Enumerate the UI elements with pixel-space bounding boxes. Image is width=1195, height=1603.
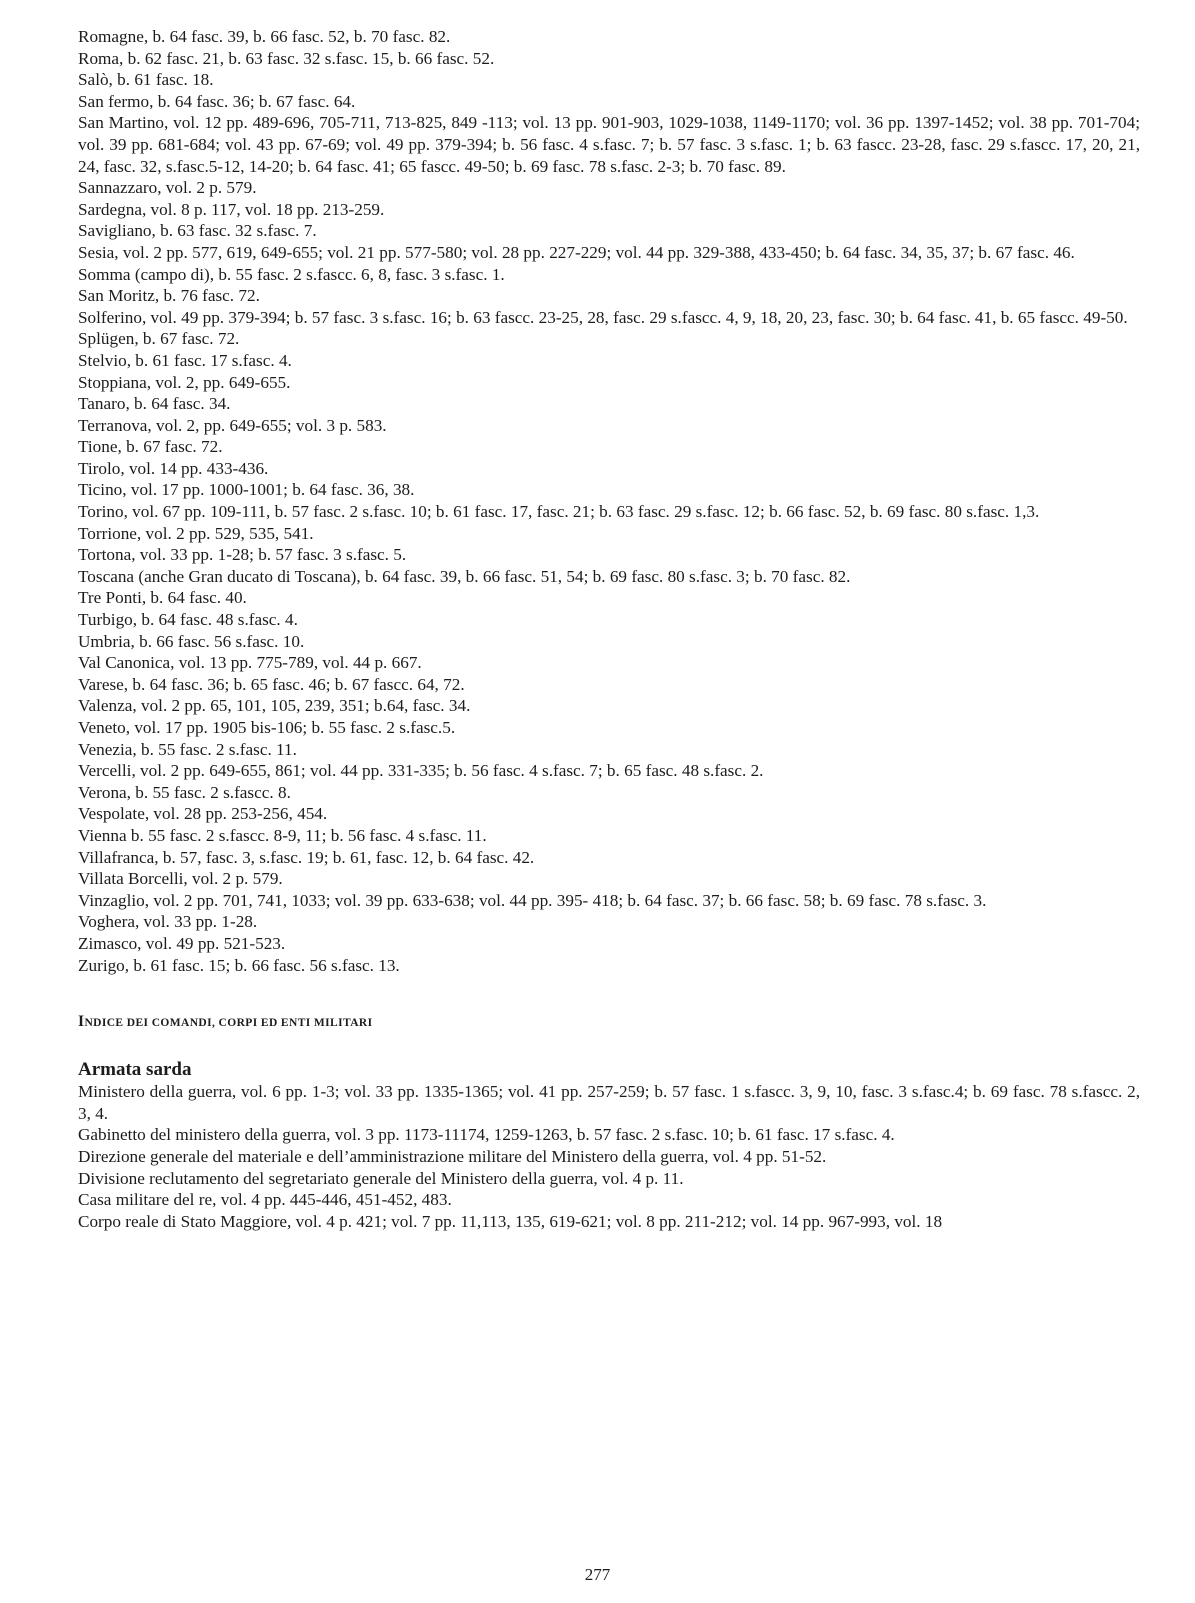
section-heading-initial: I [78, 1013, 85, 1031]
index-entry: Terranova, vol. 2, pp. 649-655; vol. 3 p. 583. [78, 415, 387, 435]
section-heading [78, 1014, 1140, 1031]
index-entry: Sardegna, vol. 8 p. 117, vol. 18 pp. 213-259. [78, 199, 385, 219]
index-entry: Ministero della guerra, vol. 6 pp. 1-3; vol. 33 pp. 1335-1365; vol. 41 pp. 257-259; b. 57 fasc. 1 s.fascc. 3, 9, 10, fasc. 3 s.fasc.4; b. 69 fasc. 78 s.fascc. 2, 3, 4. [78, 1082, 1140, 1123]
index-entry: Vienna b. 55 fasc. 2 s.fascc. 8-9, 11; b. 56 fasc. 4 s.fasc. 11. [78, 825, 487, 845]
index-entry: Turbigo, b. 64 fasc. 48 s.fasc. 4. [78, 610, 298, 630]
index-entry: Somma (campo di), b. 55 fasc. 2 s.fascc. 6, 8, fasc. 3 s.fasc. 1. [78, 264, 505, 284]
index-entry: Vercelli, vol. 2 pp. 649-655, 861; vol. 44 pp. 331-335; b. 56 fasc. 4 s.fasc. 7; b. 65 fasc. 48 s.fasc. 2. [78, 761, 764, 781]
index-entry: Direzione generale del materiale e dell’amministrazione militare del Ministero della guerra, vol. 4 pp. 51-52. [78, 1146, 827, 1166]
index-entry: Roma, b. 62 fasc. 21, b. 63 fasc. 32 s.fasc. 15, b. 66 fasc. 52. [78, 48, 495, 68]
index-entry: Verona, b. 55 fasc. 2 s.fascc. 8. [78, 782, 291, 802]
index-entry: Valenza, vol. 2 pp. 65, 101, 105, 239, 351; b.64, fasc. 34. [78, 696, 471, 716]
index-entry: Vinzaglio, vol. 2 pp. 701, 741, 1033; vol. 39 pp. 633-638; vol. 44 pp. 395- 418; b. 64 fasc. 37; b. 66 fasc. 58; b. 69 fasc. 78 s.fasc. 3. [78, 890, 987, 910]
page-number: 277 [584, 1565, 611, 1584]
index-entry: Villata Borcelli, vol. 2 p. 579. [78, 869, 283, 889]
index-entry: Villafranca, b. 57, fasc. 3, s.fasc. 19; b. 61, fasc. 12, b. 64 fasc. 42. [78, 847, 535, 867]
index-entry: Toscana (anche Gran ducato di Toscana), b. 64 fasc. 39, b. 66 fasc. 51, 54; b. 69 fasc. 80 s.fasc. 3; b. 70 fasc. 82. [78, 566, 851, 586]
index-entry: Torino, vol. 67 pp. 109-111, b. 57 fasc. 2 s.fasc. 10; b. 61 fasc. 17, fasc. 21; b. 63 fasc. 29 s.fasc. 12; b. 66 fasc. 52, b. 69 fasc. 80 s.fasc. 1,3. [78, 502, 1040, 522]
index-entry: Savigliano, b. 63 fasc. 32 s.fasc. 7. [78, 221, 317, 241]
index-entry: Tortona, vol. 33 pp. 1-28; b. 57 fasc. 3 s.fasc. 5. [78, 545, 407, 565]
military-index-list [78, 1081, 1140, 1232]
index-entry: Sesia, vol. 2 pp. 577, 619, 649-655; vol. 21 pp. 577-580; vol. 28 pp. 227-229; vol. 44 pp. 329-388, 433-450; b. 64 fasc. 34, 35, 37; b. 67 fasc. 46. [78, 242, 1075, 262]
places-index-list [78, 26, 1140, 976]
index-entry: Salò, b. 61 fasc. 18. [78, 70, 214, 90]
index-entry: Stoppiana, vol. 2, pp. 649-655. [78, 372, 291, 392]
index-entry: Umbria, b. 66 fasc. 56 s.fasc. 10. [78, 631, 305, 651]
index-entry: Stelvio, b. 61 fasc. 17 s.fasc. 4. [78, 350, 292, 370]
index-entry: Casa militare del re, vol. 4 pp. 445-446, 451-452, 483. [78, 1190, 452, 1210]
index-entry: Tre Ponti, b. 64 fasc. 40. [78, 588, 247, 608]
subheading-armata-sarda: Armata sarda [78, 1059, 192, 1081]
index-entry: Tirolo, vol. 14 pp. 433-436. [78, 458, 269, 478]
index-entry: Voghera, vol. 33 pp. 1-28. [78, 912, 258, 932]
section-heading-rest: NDICE DEI COMANDI, CORPI ED ENTI MILITARI [84, 1017, 373, 1030]
index-entry: San Moritz, b. 76 fasc. 72. [78, 286, 260, 306]
index-entry: Gabinetto del ministero della guerra, vol. 3 pp. 1173-11174, 1259-1263, b. 57 fasc. 2 s.fasc. 10; b. 61 fasc. 17 s.fasc. 4. [78, 1125, 895, 1145]
index-entry: Veneto, vol. 17 pp. 1905 bis-106; b. 55 fasc. 2 s.fasc.5. [78, 718, 456, 737]
index-entry: Zimasco, vol. 49 pp. 521-523. [78, 933, 286, 953]
index-entry: Solferino, vol. 49 pp. 379-394; b. 57 fasc. 3 s.fasc. 16; b. 63 fascc. 23-25, 28, fasc. 29 s.fascc. 4, 9, 18, 20, 23, fasc. 30; b. 64 fasc. 41, b. 65 fascc. 49-50. [78, 307, 1128, 327]
index-entry: Corpo reale di Stato Maggiore, vol. 4 p. 421; vol. 7 pp. 11,113, 135, 619-621; vol. 8 pp. 211-212; vol. 14 pp. 967-993, vol. 18 [78, 1211, 943, 1231]
index-entry: Val Canonica, vol. 13 pp. 775-789, vol. 44 p. 667. [78, 653, 422, 673]
index-entry: Venezia, b. 55 fasc. 2 s.fasc. 11. [78, 739, 297, 759]
index-entry: San fermo, b. 64 fasc. 36; b. 67 fasc. 64. [78, 91, 356, 111]
index-entry: Zurigo, b. 61 fasc. 15; b. 66 fasc. 56 s.fasc. 13. [78, 955, 400, 975]
index-entry: San Martino, vol. 12 pp. 489-696, 705-711, 713-825, 849 -113; vol. 13 pp. 901-903, 1029-1038, 1149-1170; vol. 36 pp. 1397-1452; vol. 38 pp. 701-704; vol. 39 pp. 681-684; vol. 43 pp. 67-69; vol. 49 pp. 379-394; b. 56 fasc. 4 s.fasc. 7; b. 57 fasc. 3 s.fasc. 1; b. 63 fascc. 23-28, fasc. 29 s.fascc. 17, 20, 21, 24, fasc. 32, s.fasc.5-12, 14-20; b. 64 fasc. 41; 65 fascc. 49-50; b. 69 fasc. 78 s.fasc. 2-3; b. 70 fasc. 89. [78, 113, 1140, 176]
index-entry: Tione, b. 67 fasc. 72. [78, 437, 223, 457]
index-entry: Sannazzaro, vol. 2 p. 579. [78, 178, 257, 198]
index-entry: Splügen, b. 67 fasc. 72. [78, 329, 240, 349]
index-entry: Torrione, vol. 2 pp. 529, 535, 541. [78, 523, 314, 543]
index-entry: Divisione reclutamento del segretariato generale del Ministero della guerra, vol. 4 p. 11. [78, 1168, 684, 1188]
index-page [78, 26, 1140, 1232]
index-entry: Vespolate, vol. 28 pp. 253-256, 454. [78, 804, 328, 824]
index-entry: Varese, b. 64 fasc. 36; b. 65 fasc. 46; b. 67 fascc. 64, 72. [78, 674, 465, 694]
index-entry: Ticino, vol. 17 pp. 1000-1001; b. 64 fasc. 36, 38. [78, 480, 415, 500]
index-entry: Romagne, b. 64 fasc. 39, b. 66 fasc. 52, b. 70 fasc. 82. [78, 27, 451, 46]
index-entry: Tanaro, b. 64 fasc. 34. [78, 394, 231, 414]
